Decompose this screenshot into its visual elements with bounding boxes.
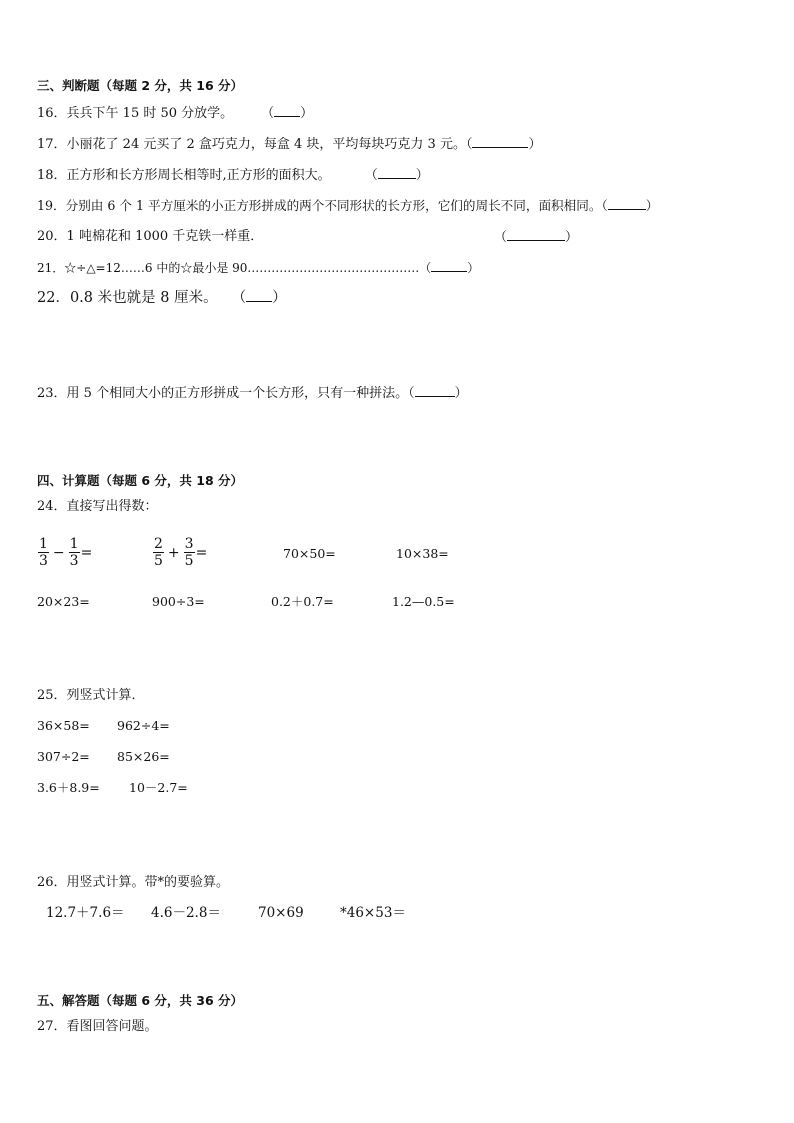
calc-item: 1.2—0.5= (392, 594, 455, 609)
question-18-text: 18．正方形和长方形周长相等时,正方形的面积大。 (37, 168, 331, 183)
question-23-text: 23．用 5 个相同大小的正方形拼成一个长方形，只有一种拼法。 (37, 386, 409, 401)
calc-item: 20×23= (37, 594, 90, 609)
paren-close: ） (565, 230, 579, 245)
question-19-text: 19．分别由 6 个 1 平方厘米的小正方形拼成的两个不同形状的长方形，它们的周长不同，面积相同。 (37, 198, 602, 213)
paren-close: ） (272, 290, 287, 306)
paren-open: （ (364, 168, 378, 183)
paren-close: ） (467, 261, 480, 275)
numerator: 1 (69, 536, 79, 552)
numerator: 1 (39, 536, 48, 552)
answer-blank[interactable] (608, 198, 646, 210)
fraction-expression-1 (37, 536, 92, 569)
question-16 (37, 105, 313, 122)
calc-item: 3.6＋8.9= (37, 780, 100, 795)
calc-item: 12.7＋7.6＝ (46, 905, 125, 921)
fraction (69, 536, 80, 569)
question-25-title: 25．列竖式计算． (37, 688, 145, 703)
question-20 (37, 229, 263, 245)
question-26-title: 26．用竖式计算。带*的要验算。 (37, 875, 230, 890)
answer-blank[interactable] (378, 167, 416, 179)
calc-item: 900÷3= (152, 594, 205, 609)
question-22 (37, 290, 287, 306)
question-17 (37, 136, 542, 153)
fraction-expression-2 (152, 536, 207, 569)
denominator: 3 (39, 553, 48, 569)
fraction (153, 536, 164, 569)
calc-item: 962÷4= (117, 718, 170, 733)
fraction (184, 536, 195, 569)
question-21-text: 21．☆÷△=12……6 中的☆最小是 90.…………………………………… (37, 261, 420, 275)
paren-open: （ (465, 137, 473, 152)
denominator: 3 (69, 553, 79, 569)
question-22-text: 22．0.8 米也就是 8 厘米。 (37, 290, 218, 306)
question-21 (37, 260, 479, 276)
paren-open: （ (231, 290, 247, 306)
paren-open: （ (494, 230, 508, 245)
calc-item: 0.2＋0.7= (271, 594, 334, 609)
calc-item: 85×26= (117, 749, 170, 764)
denominator: 5 (184, 553, 194, 569)
paren-close: ） (415, 168, 429, 183)
calc-item: 70×69 (258, 905, 304, 921)
paren-close: ） (454, 386, 468, 401)
calc-item: 10×38= (396, 546, 449, 561)
answer-blank[interactable] (472, 136, 528, 148)
calc-item: 307÷2= (37, 749, 90, 764)
paren-close: ） (645, 198, 659, 213)
answer-blank[interactable] (431, 260, 467, 272)
question-20-text: 20．1 吨棉花和 1000 千克铁一样重． (37, 229, 264, 244)
calc-item: *46×53＝ (340, 905, 406, 921)
paren-close: ） (300, 106, 314, 121)
numerator: 2 (154, 536, 163, 552)
operator: − (52, 544, 65, 561)
question-20-answer (494, 229, 578, 246)
paren-open: （ (261, 106, 275, 121)
calc-item: 10－2.7= (129, 780, 188, 795)
equals-sign: = (80, 544, 93, 561)
question-27: 27．看图回答问题。 (37, 1019, 158, 1034)
section-4-title: 四、计算题（每题 6 分，共 18 分） (37, 473, 244, 488)
answer-blank[interactable] (507, 229, 565, 241)
paren-close: ） (528, 137, 542, 152)
calc-item: 4.6－2.8＝ (151, 905, 221, 921)
section-5-title: 五、解答题（每题 6 分，共 36 分） (37, 993, 244, 1008)
paren-open: （ (601, 198, 608, 213)
answer-blank[interactable] (415, 385, 455, 397)
question-17-text: 17．小丽花了 24 元买了 2 盒巧克力，每盒 4 块，平均每块巧克力 3 元。 (37, 137, 466, 152)
calc-item: 70×50= (283, 546, 336, 561)
equals-sign: = (195, 544, 208, 561)
answer-blank[interactable] (274, 105, 300, 117)
paren-open: （ (419, 261, 432, 275)
numerator: 3 (184, 536, 194, 552)
paren-open: （ (408, 386, 415, 401)
fraction (38, 536, 49, 569)
question-19 (37, 198, 658, 214)
calc-item: 36×58= (37, 718, 90, 733)
question-16-text: 16．兵兵下午 15 时 50 分放学。 (37, 106, 234, 121)
question-23 (37, 385, 468, 402)
question-24-title: 24．直接写出得数： (37, 499, 158, 514)
answer-blank[interactable] (246, 290, 272, 302)
operator: + (167, 544, 180, 561)
denominator: 5 (154, 553, 163, 569)
section-3-title: 三、判断题（每题 2 分，共 16 分） (37, 78, 244, 93)
question-18 (37, 167, 429, 184)
